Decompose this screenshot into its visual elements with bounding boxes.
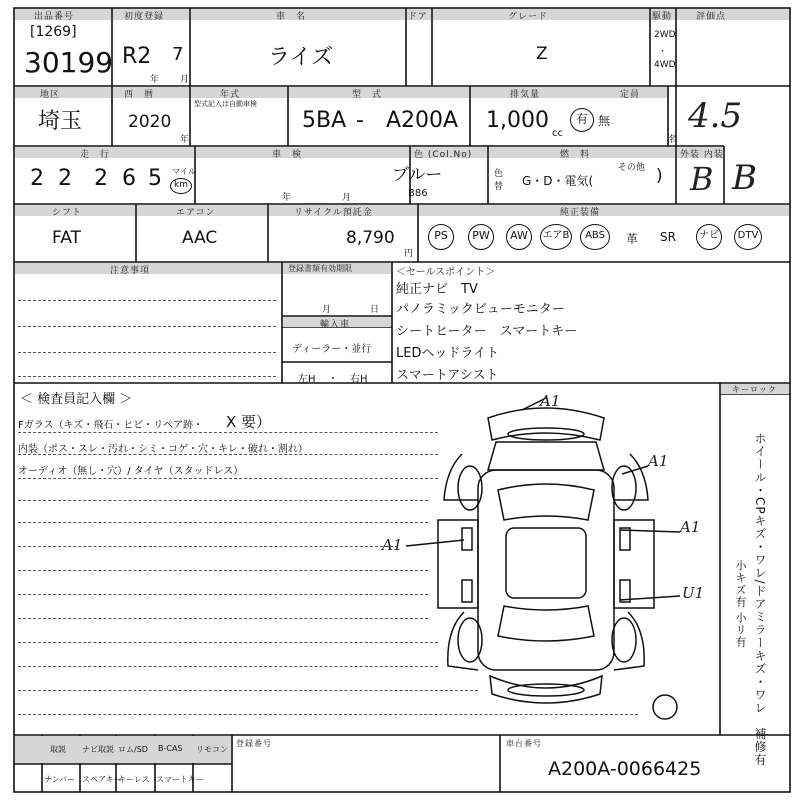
exterior-score: B: [690, 160, 714, 198]
damage-u1: U1: [682, 584, 705, 602]
reg-month: 7: [172, 44, 184, 65]
year: 2020: [128, 112, 172, 132]
score: 4.5: [688, 96, 743, 136]
bottom-remote: リモコン: [196, 745, 228, 754]
turbo-no: 無: [598, 114, 611, 128]
mileage-digit-3: 2: [94, 166, 108, 191]
hand-dot: ・: [328, 374, 338, 385]
header-grade: グレード: [508, 12, 549, 22]
bottom-spare-key: スペアキー: [82, 775, 122, 784]
sales-point-1: 純正ナビ TV: [396, 282, 478, 297]
fuel-close: ): [656, 166, 663, 186]
equip-abs: ABS: [580, 224, 610, 250]
header-capacity: 定員: [620, 90, 641, 100]
inspector-line: [18, 522, 428, 523]
header-drive: 駆動: [652, 12, 673, 22]
header-ext-int: 外装 内装: [680, 150, 724, 160]
drive-dot: ・: [658, 47, 668, 57]
grade: Z: [536, 44, 548, 64]
dealer-parallel: ディーラー・並行: [292, 344, 372, 355]
bottom-navi-manual: ナビ取説: [82, 745, 114, 754]
notes-line: [18, 376, 276, 377]
sales-point-3: シートヒーター スマートキー: [396, 324, 578, 339]
equip-ps: PS: [428, 224, 454, 250]
bottom-bcas: B-CAS: [158, 744, 183, 753]
mile-unit: マイル: [172, 167, 196, 176]
header-record: 登録書類有効期限: [288, 264, 352, 273]
region: 埼玉: [38, 109, 83, 134]
damage-a1-left: A1: [382, 536, 403, 554]
inspector-line: [18, 500, 428, 501]
model-code: A200A: [386, 108, 459, 133]
displacement: 1,000: [486, 108, 549, 133]
equip-navi: ナビ: [696, 224, 722, 250]
header-reg-no: 登録番号: [236, 739, 272, 748]
capacity-mark: 名: [668, 135, 678, 145]
header-inspector: ＜ 検査員記入欄 ＞: [20, 392, 133, 407]
side-wheel-note: ホイール・CPキズ・ワレ/ドアミラーキズ・ワレ 補修有: [753, 432, 767, 767]
model-prefix: 5BA: [302, 108, 347, 133]
interior-score: B: [732, 158, 757, 198]
notes-line: [18, 300, 276, 301]
year-mark: 年: [150, 75, 160, 85]
header-keylock: キーロック: [732, 385, 777, 394]
turbo-yes: 有: [570, 108, 594, 132]
inspector-line: [18, 618, 428, 619]
record-month: 月: [322, 305, 332, 315]
inspector-line: [18, 714, 638, 715]
header-year: 西 暦: [124, 90, 155, 100]
damage-a1-right-front: A1: [648, 452, 669, 470]
header-shift: シフト: [52, 208, 83, 218]
inspector-line-3: オーディオ（無し・穴）/ タイヤ（スタッドレス）: [18, 466, 244, 477]
bottom-number: ナンバー: [44, 775, 76, 784]
mileage-digit-4: 6: [122, 166, 136, 191]
recycle: 8,790: [346, 228, 395, 248]
header-recycle: リサイクル預託金: [294, 208, 373, 218]
equip-dtv: DTV: [734, 224, 762, 250]
inspector-line: [18, 454, 438, 455]
lot-number: 30199: [24, 46, 114, 79]
sales-point-5: スマートアシスト: [396, 368, 499, 383]
drive-2wd: 2WD: [654, 30, 676, 40]
equip-airbag: エアB: [540, 224, 572, 250]
inspector-line: [18, 666, 438, 667]
inspector-line: [18, 570, 428, 571]
header-doors: ドア: [408, 12, 428, 22]
header-sales: ＜セールスポイント＞: [396, 267, 496, 278]
mileage-digit-1: 2: [30, 166, 44, 191]
header-displacement: 排気量: [510, 90, 541, 100]
model-note: 型式記入は自動車検: [194, 100, 257, 108]
car-diagram: [406, 398, 680, 719]
inspector-line: [18, 432, 438, 433]
shaken-month: 月: [342, 193, 352, 203]
side-hand-1: 小キズ有: [734, 560, 747, 608]
inspector-line: [18, 594, 428, 595]
sales-point-2: パノラミックビューモニター: [396, 302, 565, 317]
inspector-line: [18, 478, 438, 479]
bottom-rom-sd: ロム/SD: [118, 745, 148, 754]
header-region: 地区: [40, 90, 61, 100]
inspector-line-1: Fガラス（キズ・飛石・ヒビ・リペア跡・: [18, 420, 204, 431]
shift: FAT: [52, 228, 81, 248]
header-car-name: 車 名: [276, 12, 307, 22]
equip-leather: 革: [626, 232, 639, 246]
chassis-number: A200A-0066425: [548, 758, 702, 780]
mileage-digit-2: 2: [58, 166, 72, 191]
notes-line: [18, 352, 276, 353]
header-shaken: 車 検: [272, 150, 303, 160]
car-name: ライズ: [268, 45, 334, 70]
model-dash: -: [356, 108, 364, 133]
aircon: AAC: [182, 228, 218, 248]
header-mileage: 走 行: [80, 150, 111, 160]
equip-pw: PW: [468, 224, 494, 250]
equip-sr: SR: [660, 230, 676, 244]
header-color: 色 (Col.No): [414, 150, 473, 160]
color-code: B86: [408, 188, 428, 199]
recycle-unit: 円: [404, 249, 414, 259]
record-day: 日: [370, 305, 380, 315]
damage-a1-right-door: A1: [680, 518, 701, 536]
shaken-year: 年: [282, 193, 292, 203]
header-model: 型 式: [352, 90, 383, 100]
month-mark: 月: [180, 75, 190, 85]
header-lot: 出品番号: [34, 12, 75, 22]
notes-line: [18, 326, 276, 327]
color-change: 色替: [494, 169, 504, 192]
damage-a1-top: A1: [540, 392, 561, 410]
equip-aw: AW: [506, 224, 532, 250]
year-suffix: 年: [180, 135, 190, 145]
bottom-keyless: キーレス: [118, 775, 150, 784]
sales-point-4: LEDヘッドライト: [396, 346, 500, 361]
header-model-year: 年式: [220, 90, 241, 100]
header-notes: 注意事項: [110, 266, 151, 276]
inspector-line: [18, 642, 438, 643]
header-import: 輸入車: [320, 320, 351, 330]
header-first-reg: 初度登録: [124, 12, 165, 22]
hand-right: 右H: [350, 374, 368, 385]
header-equipment: 純正装備: [560, 208, 601, 218]
mileage-digit-5: 5: [148, 166, 162, 191]
fuel: G・D・電気(: [522, 174, 594, 188]
color: ブルー: [392, 165, 443, 185]
inspector-line: [18, 546, 398, 547]
fuel-other: その他: [618, 163, 646, 173]
glass-mark: X 要）: [226, 413, 272, 431]
side-hand-2: 小リ有: [734, 612, 747, 648]
header-score: 評価点: [696, 12, 727, 22]
hand-left: 左H: [298, 374, 316, 385]
lot-prefix: [1269]: [30, 24, 77, 40]
header-aircon: エアコン: [176, 208, 216, 218]
km-unit: km: [170, 178, 192, 194]
cc-unit: cc: [552, 128, 563, 139]
inspector-line: [18, 690, 478, 691]
inspector-line-2: 内装（ポス・スレ・汚れ・シミ・コゲ・穴・キレ・破れ・割れ）: [18, 444, 308, 455]
bottom-smart-key: スマートキー: [156, 775, 204, 784]
header-chassis: 車台番号: [506, 739, 542, 748]
drive-4wd: 4WD: [654, 60, 676, 70]
header-fuel: 燃 料: [560, 150, 591, 160]
era: R2: [122, 44, 152, 69]
bottom-manual: 取説: [50, 745, 66, 754]
